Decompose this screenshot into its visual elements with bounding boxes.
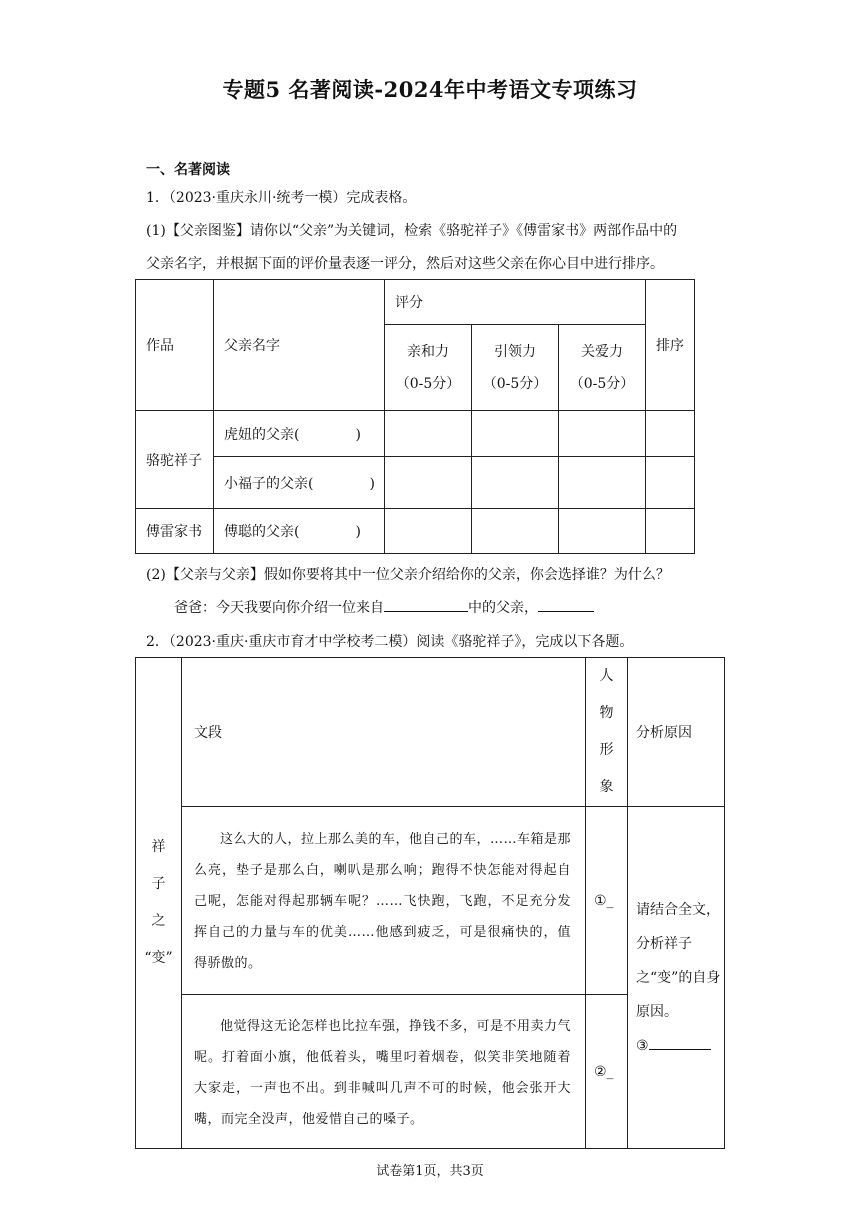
section-heading: 一、名著阅读 — [146, 162, 230, 178]
analysis-cell — [628, 807, 725, 1149]
passage-2: 他觉得这无论怎样也比拉车强，挣钱不多，可是不用卖力气呢。打着面小旗，他低着头，嘴里叼着烟卷，似笑非笑地随着大家走，一声也不出。到非喊叫几声不可的时候，他会张开大嘴，而完全没声，他爱惜自己的嗓子。 — [182, 995, 586, 1149]
header-work: 作品 — [136, 280, 214, 411]
reply-text-a: 爸爸：今天我要向你介绍一位来自 — [174, 600, 384, 616]
score-cell[interactable] — [472, 411, 559, 457]
q1-part2: (2)【父亲与父亲】假如你要将其中一位父亲介绍给你的父亲，你会选择谁？为什么？ — [146, 567, 670, 583]
header-affinity-name: 亲和力 — [407, 343, 449, 360]
score-cell[interactable] — [559, 509, 646, 554]
answer-blank-1[interactable]: ①_ — [586, 807, 628, 995]
work-fu-lei-letters: 傅雷家书 — [136, 509, 214, 554]
analysis-prompt: 请结合全文，分析祥子之“变”的自身原因。 — [636, 901, 721, 1020]
header-char: 象 — [599, 779, 614, 795]
score-cell[interactable] — [385, 457, 472, 509]
header-leadership-range: （0-5分） — [482, 375, 548, 392]
header-rank: 排序 — [646, 280, 695, 411]
rank-cell[interactable] — [646, 457, 695, 509]
score-cell[interactable] — [559, 411, 646, 457]
score-cell[interactable] — [385, 509, 472, 554]
father-name-cell: 小福子的父亲( ) — [214, 457, 385, 509]
reply-text-b: 中的父亲， — [468, 600, 538, 616]
side-label-char: 子 — [151, 876, 166, 892]
passage-1: 这么大的人，拉上那么美的车，他自己的车，……车箱是那么亮，垫子是那么白，喇叭是那么响；跑得不快怎能对得起自己呢，怎能对得起那辆车呢？……飞快跑，飞跑，不足充分发挥自己的力量与车的优美……他感到疲乏，可是很痛快的，值得骄傲的。 — [182, 807, 586, 995]
header-char: 物 — [599, 705, 614, 721]
father-name-cell: 虎妞的父亲( ) — [214, 411, 385, 457]
answer-blank-3-label: ③ — [636, 1037, 649, 1054]
header-analysis: 分析原因 — [628, 658, 725, 807]
q1-part1-line1: (1)【父亲图鉴】请你以“父亲”为关键词，检索《骆驼祥子》《傅雷家书》两部作品中的 — [146, 223, 678, 239]
side-label-char: 祥 — [151, 839, 166, 855]
q1-part1-line2: 父亲名字，并根据下面的评价量表逐一评分，然后对这些父亲在你心目中进行排序。 — [146, 256, 664, 272]
header-score: 评分 — [385, 280, 646, 325]
father-name-cell: 傅聪的父亲( ) — [214, 509, 385, 554]
header-leadership — [472, 325, 559, 411]
header-father-name: 父亲名字 — [214, 280, 385, 411]
work-camel-xiangzi: 骆驼祥子 — [136, 411, 214, 509]
header-affinity-range: （0-5分） — [395, 375, 461, 392]
score-cell[interactable] — [385, 411, 472, 457]
header-care — [559, 325, 646, 411]
rank-cell[interactable] — [646, 509, 695, 554]
header-char: 人 — [599, 668, 614, 684]
answer-blank-reason[interactable] — [538, 597, 594, 612]
header-character-image — [586, 658, 628, 807]
q1-stem: 1．（2023·重庆永川·统考一模）完成表格。 — [146, 190, 417, 206]
side-label — [136, 658, 182, 1149]
header-care-range: （0-5分） — [569, 375, 635, 392]
answer-blank-3[interactable] — [636, 1029, 724, 1063]
q2-stem: 2．（2023·重庆·重庆市育才中学校考二模）阅读《骆驼祥子》，完成以下各题。 — [146, 634, 634, 650]
header-passage: 文段 — [182, 658, 586, 807]
answer-blank-work[interactable] — [384, 597, 468, 612]
header-care-name: 关爱力 — [581, 343, 623, 360]
score-cell[interactable] — [472, 457, 559, 509]
header-affinity — [385, 325, 472, 411]
answer-blank-2[interactable]: ②_ — [586, 995, 628, 1149]
score-cell[interactable] — [472, 509, 559, 554]
score-cell[interactable] — [559, 457, 646, 509]
xiangzi-change-table — [135, 657, 725, 1149]
header-char: 形 — [599, 742, 614, 758]
page-title: 专题5 名著阅读-2024年中考语文专项练习 — [222, 77, 638, 102]
side-label-char: 之 — [151, 913, 166, 929]
father-rating-table — [135, 279, 695, 554]
q1-reply — [174, 597, 594, 617]
header-leadership-name: 引领力 — [494, 343, 536, 360]
rank-cell[interactable] — [646, 411, 695, 457]
side-label-char: “变” — [144, 950, 173, 966]
answer-blank-3-line[interactable] — [649, 1035, 711, 1050]
page-footer: 试卷第1页，共3页 — [376, 1164, 484, 1179]
